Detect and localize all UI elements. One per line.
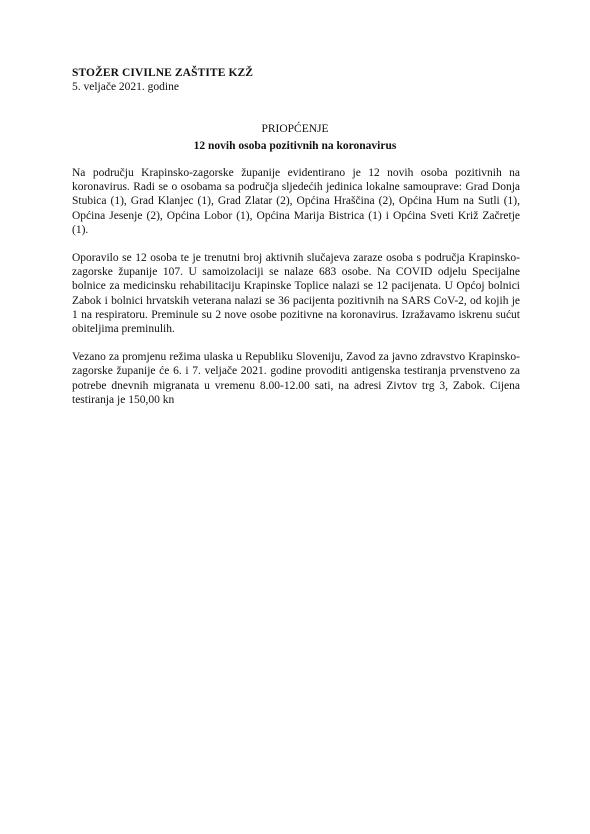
document-body <box>72 166 520 421</box>
organization-name: STOŽER CIVILNE ZAŠTITE KZŽ <box>72 67 254 79</box>
paragraph-testing: Vezano za promjenu režima ulaska u Republiku Sloveniju, Zavod za javno zdravstvo Krapinsko-zagorske županije će 6. i 7. veljače 2021. godine provoditi antigenska testiranja prvenstveno za potrebe dnevnih migranata u vremenu 8.00-12.00 sati, na adresi Zivtov trg 3, Zabok. Cijena testiranja je 150,00 kn <box>72 351 520 406</box>
document-date: 5. veljače 2021. godine <box>72 81 179 93</box>
title-block <box>72 122 518 153</box>
paragraph-recoveries: Oporavilo se 12 osoba te je trenutni broj aktivnih slučajeva zaraze osoba s područja Krapinsko-zagorske županije 107. U samoizolaciji se nalaze 683 osobe. Na COVID odjelu Specijalne bolnice za medicinsku rehabilitaciju Krapinske Toplice nalazi se 12 pacijenata. U Općoj bolnici Zabok i bolnici hrvatskih veterana nalazi se 36 pacijenta pozitivnih na SARS CoV-2, od kojih je 1 na respiratoru. Preminule su 2 nove osobe pozitivne na koronavirus. Izražavamo iskrenu sućut obiteljima preminulih. <box>72 252 520 336</box>
paragraph-new-cases: Na području Krapinsko-zagorske županije evidentirano je 12 novih osoba pozitivnih na koronavirus. Radi se o osobama sa područja sljedećih jedinica lokalne samouprave: Grad Donja Stubica (1), Grad Klanjec (1), Grad Zlatar (2), Općina Hraščina (2), Općina Hum na Sutli (1), Općina Jesenje (2), Općina Lobor (1), Općina Marija Bistrica (1) i Općina Sveti Križ Začretje (1). <box>72 167 520 236</box>
document-header <box>72 66 532 94</box>
document-headline: 12 novih osoba pozitivnih na koronavirus <box>193 140 397 152</box>
document-type-label: PRIOPĆENJE <box>261 123 329 135</box>
